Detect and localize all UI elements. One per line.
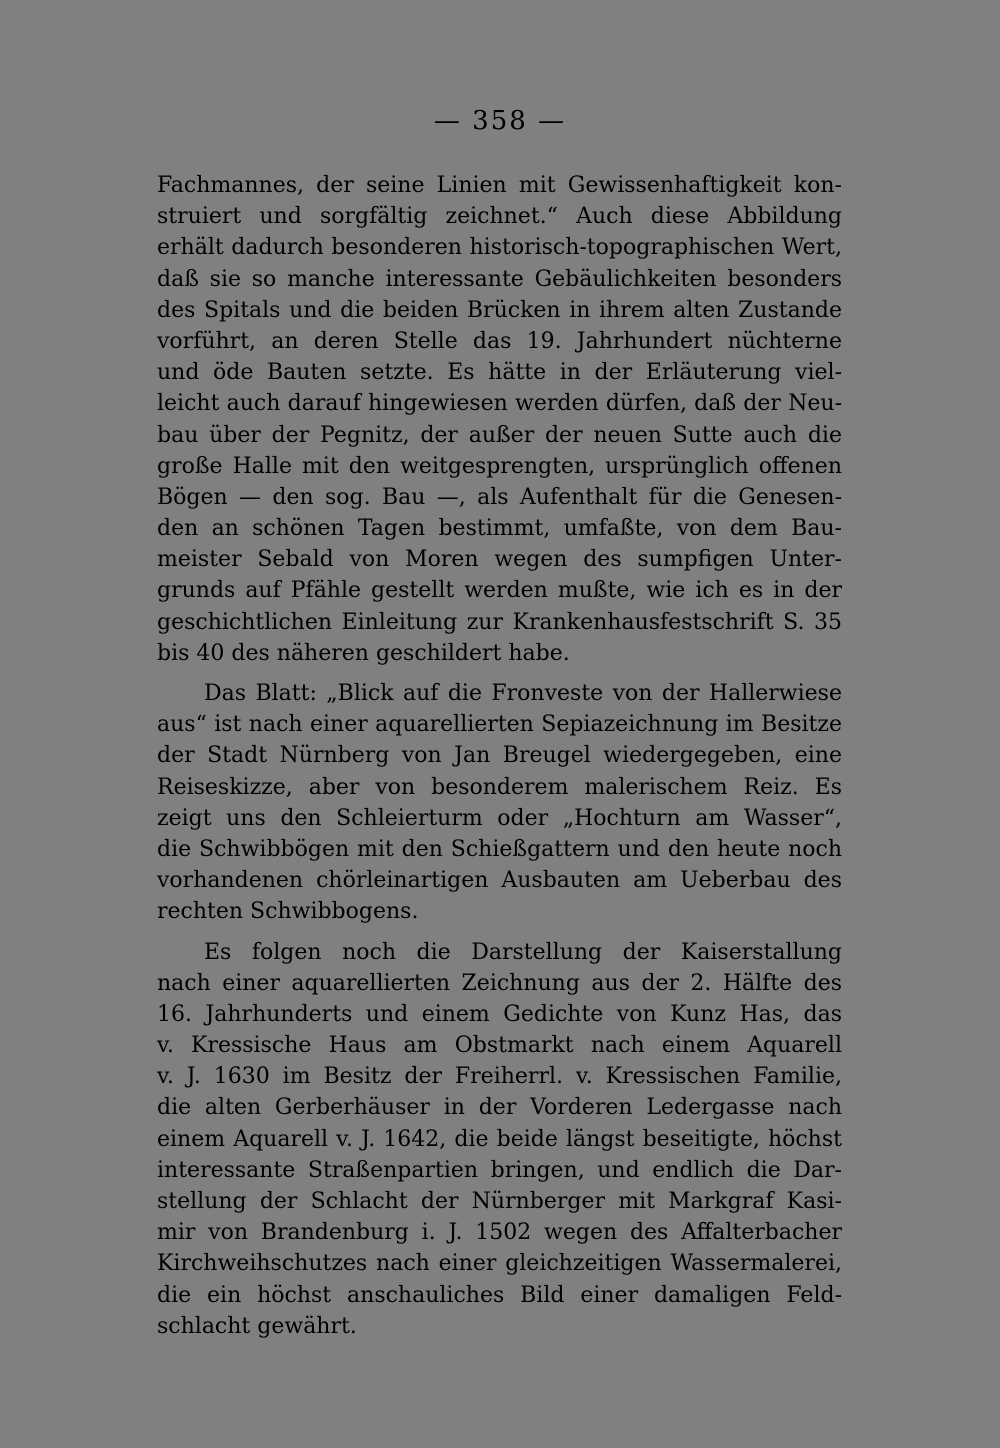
text-line: große Halle mit den weitgesprengten, ursprünglich offenen (157, 453, 842, 479)
text-line: Fachmannes, der seine Linien mit Gewissenhaftigkeit kon- (157, 173, 842, 198)
text-line: erhält dadurch besonderen historisch-topographischen Wert, (157, 235, 842, 261)
text-line: leicht auch darauf hingewiesen werden dürfen, daß der Neu- (157, 391, 842, 417)
paragraph-3 (157, 937, 842, 1342)
text-line: und öde Bauten setzte. Es hätte in der Erläuterung viel- (157, 360, 842, 386)
text-line: interessante Straßenpartien bringen, und endlich die Dar- (157, 1157, 842, 1183)
text-line: Das Blatt: „Blick auf die Fronveste von der Hallerwiese (204, 681, 842, 706)
text-line: 16. Jahrhunderts und einem Gedichte von Kunz Has, das (157, 1001, 842, 1027)
text-line: rechten Schwibbogens. (157, 899, 419, 925)
paragraph-1 (157, 170, 842, 669)
text-line: des Spitals und die beiden Brücken in ihrem alten Zustande (157, 297, 842, 323)
text-line: bis 40 des näheren geschildert habe. (157, 640, 570, 666)
text-line: Es folgen noch die Darstellung der Kaiserstallung (204, 939, 842, 965)
text-line: vorhandenen chörleinartigen Ausbauten am Ueberbau des (157, 868, 842, 894)
text-line: aus“ ist nach einer aquarellierten Sepiazeichnung im Besitze (157, 712, 842, 738)
text-line: struiert und sorgfältig zeichnet.“ Auch diese Abbildung (157, 204, 842, 230)
text-line: mir von Brandenburg i. J. 1502 wegen des Affalterbacher (157, 1220, 842, 1246)
body-text (157, 170, 842, 1351)
text-line: vorführt, an deren Stelle das 19. Jahrhundert nüchterne (157, 328, 842, 354)
text-line: die ein höchst anschauliches Bild einer damaligen Feld- (157, 1282, 842, 1308)
text-line: die Schwibbögen mit den Schießgattern und den heute noch (157, 836, 842, 862)
text-line: daß sie so manche interessante Gebäulichkeiten besonders (157, 266, 842, 292)
text-line: stellung der Schlacht der Nürnberger mit Markgraf Kasi- (157, 1189, 842, 1214)
text-line: geschichtlichen Einleitung zur Krankenhausfestschrift S. 35 (157, 609, 842, 635)
text-line: Bögen — den sog. Bau —, als Aufenthalt für die Genesen- (157, 484, 842, 510)
text-line: zeigt uns den Schleierturm oder „Hochturn am Wasser“, (157, 805, 842, 831)
text-line: der Stadt Nürnberg von Jan Breugel wiedergegeben, eine (157, 743, 842, 769)
text-line: meister Sebald von Moren wegen des sumpfigen Unter- (157, 547, 842, 573)
text-line: Reiseskizze, aber von besonderem malerischem Reiz. Es (157, 774, 842, 800)
text-line: den an schönen Tagen bestimmt, umfaßte, von dem Bau- (157, 516, 842, 542)
text-line: schlacht gewährt. (157, 1313, 357, 1339)
paragraph-2 (157, 678, 842, 928)
text-line: grunds auf Pfähle gestellt werden mußte, wie ich es in der (157, 578, 842, 604)
text-line: v. J. 1630 im Besitz der Freiherrl. v. Kressischen Familie, (157, 1064, 842, 1090)
page-number: — 358 — (433, 106, 567, 136)
text-line: nach einer aquarellierten Zeichnung aus der 2. Hälfte des (157, 970, 842, 996)
text-line: einem Aquarell v. J. 1642, die beide längst beseitigte, höchst (157, 1126, 842, 1152)
text-line: bau über der Pegnitz, der außer der neuen Sutte auch die (157, 422, 842, 448)
text-line: die alten Gerberhäuser in der Vorderen Ledergasse nach (157, 1095, 842, 1121)
text-line: Kirchweihschutzes nach einer gleichzeitigen Wassermalerei, (157, 1251, 842, 1277)
text-line: v. Kressische Haus am Obstmarkt nach einem Aquarell (157, 1033, 842, 1059)
